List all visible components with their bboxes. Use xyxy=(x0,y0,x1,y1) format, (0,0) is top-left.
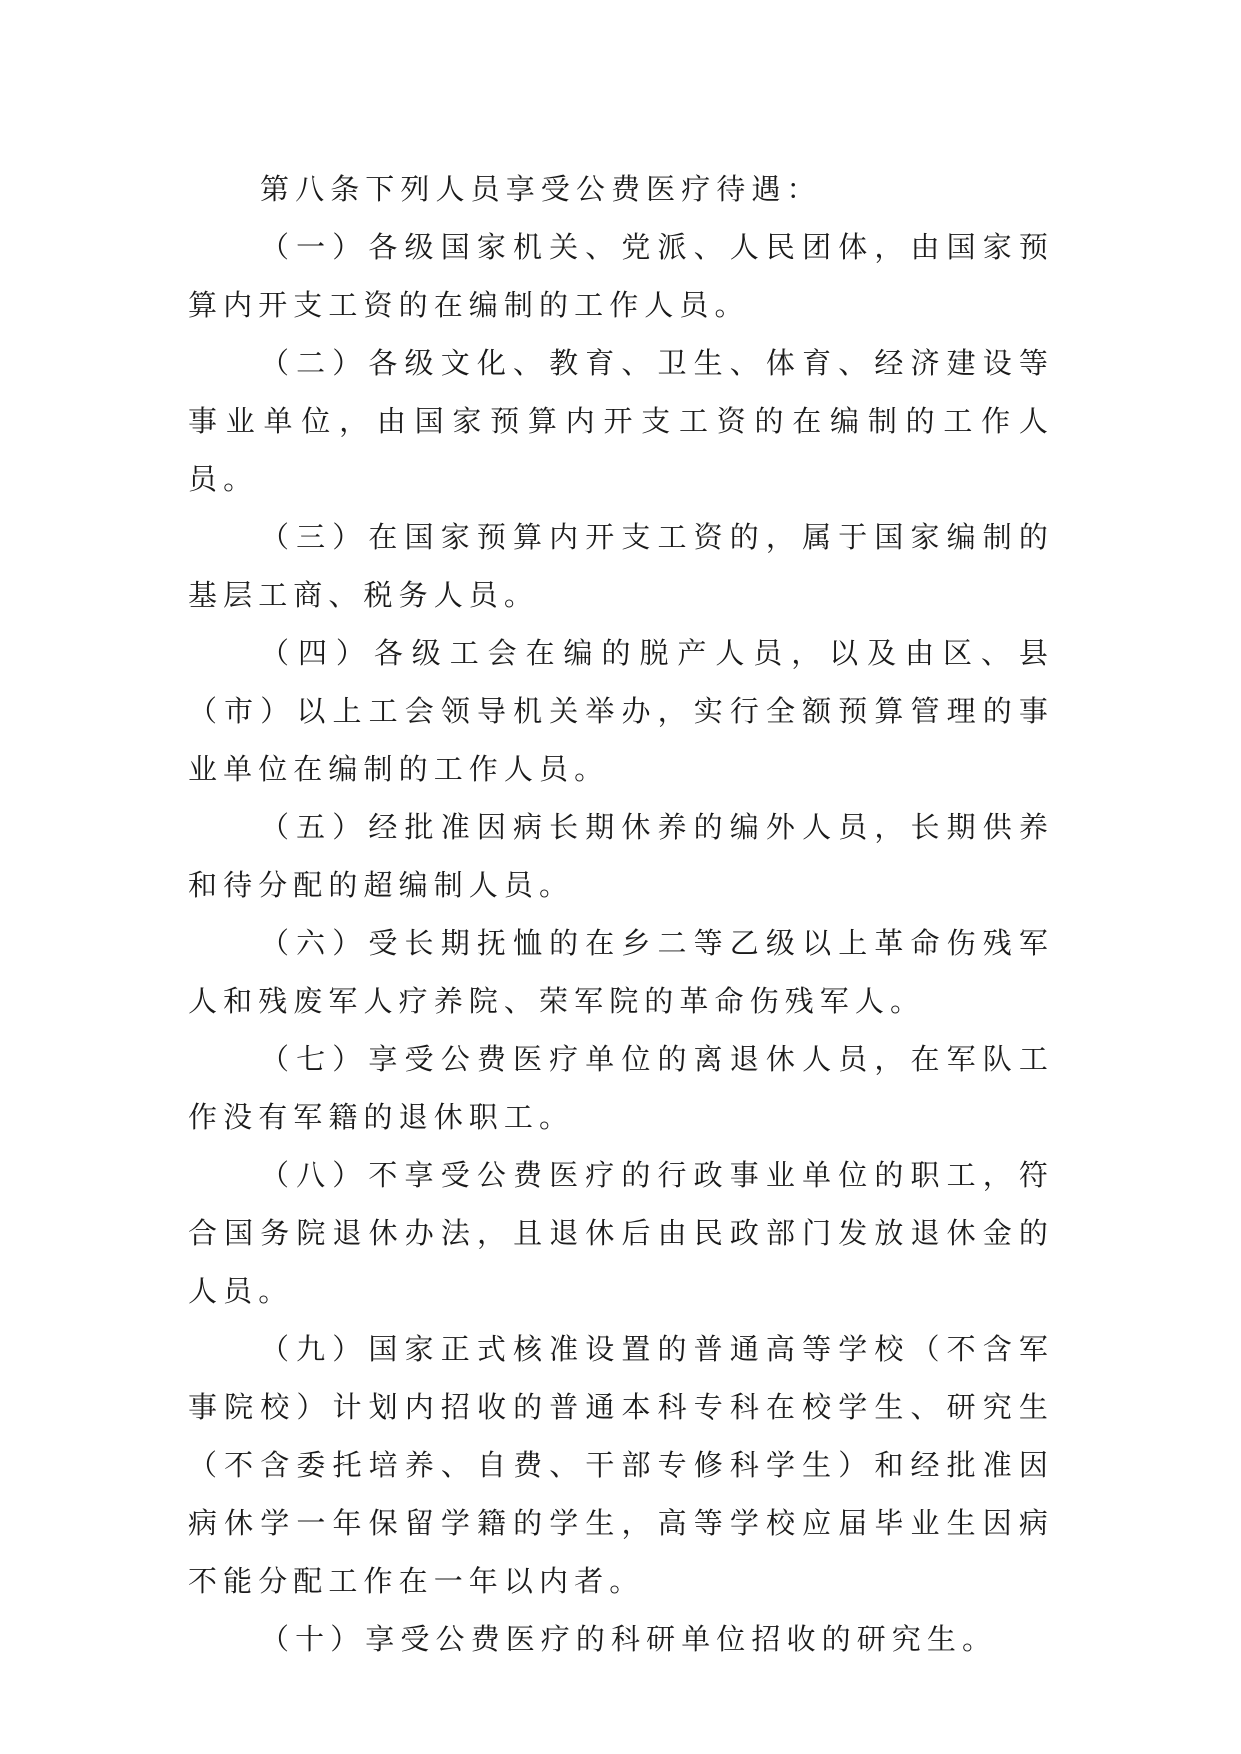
clause-6: （六）受长期抚恤的在乡二等乙级以上革命伤残军人和残废军人疗养院、荣军院的革命伤残军人。 xyxy=(188,926,1054,1018)
clause-9: （九）国家正式核准设置的普通高等学校（不含军事院校）计划内招收的普通本科专科在校学生、研究生（不含委托培养、自费、干部专修科学生）和经批准因病休学一年保留学籍的学生，高等学校应届毕业生因病不能分配工作在一年以内者。 xyxy=(188,1332,1054,1598)
clause-4: （四）各级工会在编的脱产人员，以及由区、县（市）以上工会领导机关举办，实行全额预算管理的事业单位在编制的工作人员。 xyxy=(188,636,1054,786)
document-body xyxy=(188,160,1054,1668)
article-heading: 第八条下列人员享受公费医疗待遇： xyxy=(260,172,822,206)
clause-5: （五）经批准因病长期休养的编外人员，长期供养和待分配的超编制人员。 xyxy=(188,810,1054,902)
clause-7: （七）享受公费医疗单位的离退休人员，在军队工作没有军籍的退休职工。 xyxy=(188,1042,1054,1134)
clause-3: （三）在国家预算内开支工资的，属于国家编制的基层工商、税务人员。 xyxy=(188,520,1054,612)
clause-10: （十）享受公费医疗的科研单位招收的研究生。 xyxy=(260,1622,998,1656)
clause-1: （一）各级国家机关、党派、人民团体，由国家预算内开支工资的在编制的工作人员。 xyxy=(188,230,1054,322)
clause-8: （八）不享受公费医疗的行政事业单位的职工，符合国务院退休办法，且退休后由民政部门发放退休金的人员。 xyxy=(188,1158,1054,1308)
clause-2: （二）各级文化、教育、卫生、体育、经济建设等事业单位，由国家预算内开支工资的在编制的工作人员。 xyxy=(188,346,1054,496)
